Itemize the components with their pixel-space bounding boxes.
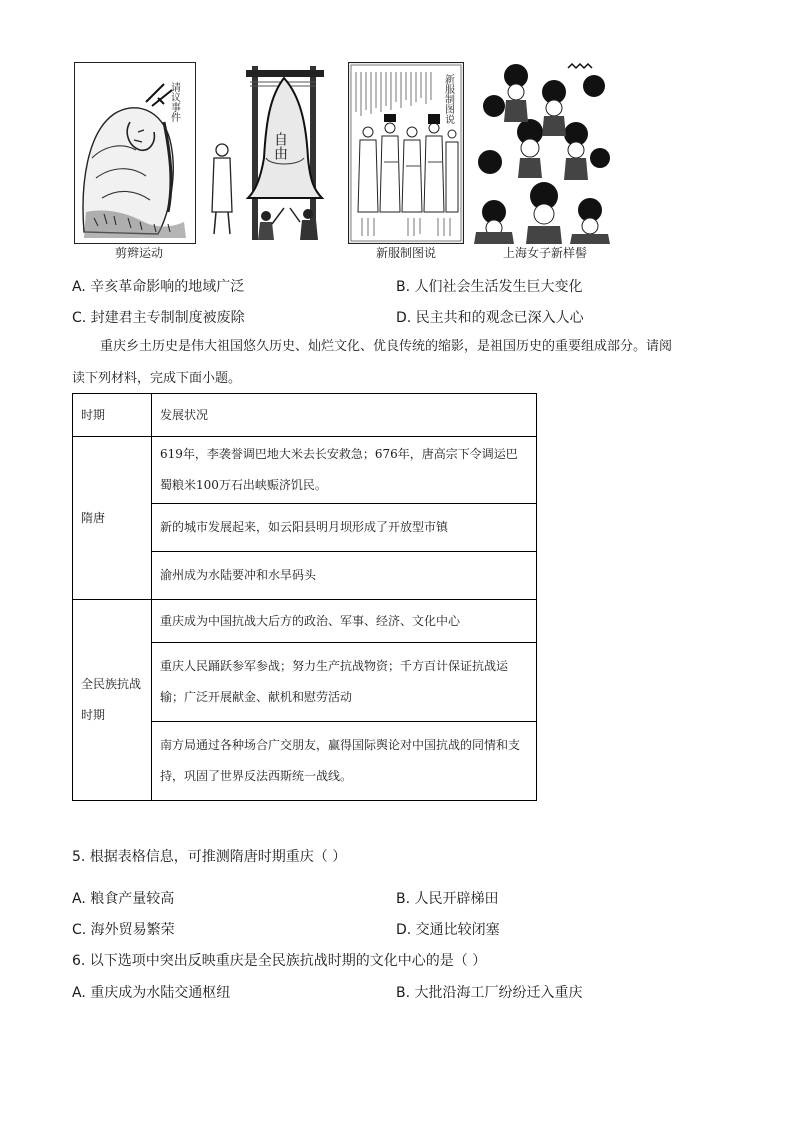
bell-inscription: 自由 [272,132,288,160]
illustration-shanghai-hairstyles [472,62,612,244]
q4-option-a[interactable]: A. 辛亥革命影响的地域广泛 [72,279,245,295]
material-intro [72,331,722,395]
war-row-3: 南方局通过各种场合广交朋友，赢得国际舆论对中国抗战的同情和支持，巩固了世界反法西斯统一战线。 [152,722,537,801]
q6-option-b[interactable]: B. 大批沿海工厂纷纷迁入重庆 [396,985,583,1001]
q4-option-c[interactable]: C. 封建君主专制制度被废除 [72,310,245,326]
war-row-1: 重庆成为中国抗战大后方的政治、军事、经济、文化中心 [152,600,537,643]
q4-option-d[interactable]: D. 民主共和的观念已深入人心 [396,310,584,326]
illustration-liberty-bell [200,62,340,244]
sui-tang-row-3: 渝州成为水陆要冲和水旱码头 [152,552,537,600]
illustration-new-dress-code [348,62,464,244]
header-development: 发展状况 [152,394,537,437]
war-row-2: 重庆人民踊跃参军参战；努力生产抗战物资；千方百计保证抗战运输；广泛开展献金、献机和慰劳活动 [152,643,537,722]
q6-stem: 6. 以下选项中突出反映重庆是全民族抗战时期的文化中心的是（ ） [72,953,487,969]
illustration-queue-cutting [74,62,196,244]
caption-queue-cutting: 剪辫运动 [114,246,163,260]
intro-line-2: 读下列材料，完成下面小题。 [72,371,242,386]
q5-option-a[interactable]: A. 粮食产量较高 [72,891,175,907]
sui-tang-row-1: 619年，李袭誉调巴地大米去长安救急；676年，唐高宗下令调运巴蜀粮米100万石出峡赈济饥民。 [152,437,537,504]
image-inscription: 请议事件 [168,82,180,122]
header-period: 时期 [73,394,152,437]
q5-option-d[interactable]: D. 交通比较闭塞 [396,922,500,938]
chongqing-history-table [72,393,537,801]
q5-option-c[interactable]: C. 海外贸易繁荣 [72,922,175,938]
caption-shanghai-hairstyles: 上海女子新样髻 [502,246,587,260]
q5-option-b[interactable]: B. 人民开辟梯田 [396,891,499,907]
q6-option-a[interactable]: A. 重庆成为水陆交通枢纽 [72,985,231,1001]
sui-tang-row-2: 新的城市发展起来，如云阳县明月坝形成了开放型市镇 [152,504,537,552]
intro-line-1: 重庆乡土历史是伟大祖国悠久历史、灿烂文化、优良传统的缩影，是祖国历史的重要组成部分。请阅 [100,339,673,354]
q5-stem: 5. 根据表格信息，可推测隋唐时期重庆（ ） [72,849,347,865]
dress-inscription: 新服制图说 [442,74,454,124]
q4-option-b[interactable]: B. 人们社会生活发生巨大变化 [396,279,583,295]
caption-new-dress-code: 新服制图说 [375,246,436,260]
period-sui-tang: 隋唐 [73,437,152,600]
period-war: 全民族抗战时期 [73,600,152,801]
